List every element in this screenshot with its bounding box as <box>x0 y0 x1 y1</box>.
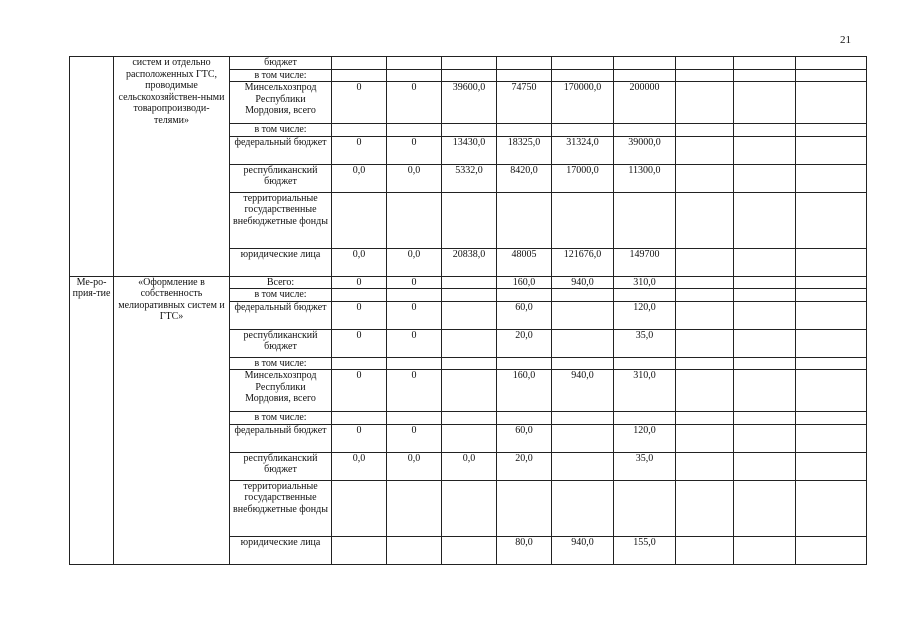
value-cell <box>734 480 796 536</box>
value-cell: 0 <box>387 276 442 289</box>
value-cell <box>442 57 497 70</box>
value-cell: 0 <box>387 82 442 124</box>
value-cell <box>614 357 676 370</box>
value-cell <box>734 536 796 564</box>
value-cell <box>442 480 497 536</box>
value-cell: 20838,0 <box>442 248 497 276</box>
value-cell: 149700 <box>614 248 676 276</box>
funding-source-cell: Минсельхозпрод Республики Мордовия, всего <box>230 82 332 124</box>
value-cell: 60,0 <box>497 424 552 452</box>
value-cell <box>734 370 796 412</box>
value-cell <box>676 357 734 370</box>
value-cell <box>552 412 614 425</box>
value-cell <box>734 57 796 70</box>
value-cell <box>497 69 552 82</box>
value-cell <box>387 69 442 82</box>
value-cell <box>734 136 796 164</box>
value-cell: 0,0 <box>387 452 442 480</box>
value-cell: 0,0 <box>332 248 387 276</box>
value-cell <box>676 69 734 82</box>
value-cell: 0 <box>332 424 387 452</box>
value-cell <box>796 164 867 192</box>
value-cell: 35,0 <box>614 329 676 357</box>
value-cell <box>676 289 734 302</box>
value-cell <box>552 69 614 82</box>
value-cell <box>676 136 734 164</box>
value-cell <box>552 192 614 248</box>
value-cell: 0 <box>387 136 442 164</box>
value-cell: 0,0 <box>332 164 387 192</box>
value-cell <box>614 57 676 70</box>
value-cell: 0 <box>387 424 442 452</box>
value-cell: 200000 <box>614 82 676 124</box>
value-cell: 0 <box>332 370 387 412</box>
value-cell <box>387 480 442 536</box>
value-cell <box>552 452 614 480</box>
event-name-cell: «Оформление в собственность мелиоративных систем и ГТС» <box>114 276 230 564</box>
value-cell: 0,0 <box>332 452 387 480</box>
funding-source-cell: Минсельхозпрод Республики Мордовия, всего <box>230 370 332 412</box>
value-cell: 39000,0 <box>614 136 676 164</box>
value-cell <box>387 57 442 70</box>
value-cell <box>442 301 497 329</box>
value-cell: 5332,0 <box>442 164 497 192</box>
value-cell <box>332 192 387 248</box>
value-cell <box>676 480 734 536</box>
value-cell <box>734 329 796 357</box>
value-cell <box>796 82 867 124</box>
value-cell <box>442 329 497 357</box>
funding-source-cell: федеральный бюджет <box>230 136 332 164</box>
funding-source-cell: в том числе: <box>230 289 332 302</box>
funding-source-cell: территориальные государственные внебюджетные фонды <box>230 192 332 248</box>
value-cell <box>796 412 867 425</box>
value-cell: 170000,0 <box>552 82 614 124</box>
value-cell <box>796 192 867 248</box>
value-cell <box>796 289 867 302</box>
value-cell: 160,0 <box>497 276 552 289</box>
value-cell <box>734 69 796 82</box>
value-cell: 0 <box>332 276 387 289</box>
value-cell <box>614 69 676 82</box>
value-cell <box>734 412 796 425</box>
value-cell: 310,0 <box>614 276 676 289</box>
value-cell <box>552 329 614 357</box>
value-cell <box>332 357 387 370</box>
value-cell <box>442 192 497 248</box>
table-row <box>70 57 867 70</box>
value-cell: 0 <box>332 329 387 357</box>
value-cell: 35,0 <box>614 452 676 480</box>
funding-source-cell: республиканский бюджет <box>230 329 332 357</box>
value-cell: 0 <box>332 301 387 329</box>
funding-source-cell: федеральный бюджет <box>230 424 332 452</box>
value-cell <box>796 301 867 329</box>
value-cell: 74750 <box>497 82 552 124</box>
value-cell <box>497 357 552 370</box>
value-cell <box>614 289 676 302</box>
value-cell <box>796 69 867 82</box>
funding-source-cell: федеральный бюджет <box>230 301 332 329</box>
funding-source-cell: юридические лица <box>230 248 332 276</box>
value-cell <box>796 57 867 70</box>
value-cell <box>796 329 867 357</box>
value-cell <box>442 289 497 302</box>
value-cell <box>332 289 387 302</box>
value-cell <box>442 124 497 137</box>
value-cell: 0 <box>387 301 442 329</box>
value-cell <box>796 536 867 564</box>
value-cell: 0,0 <box>387 248 442 276</box>
value-cell: 940,0 <box>552 370 614 412</box>
funding-source-cell: юридические лица <box>230 536 332 564</box>
value-cell <box>676 124 734 137</box>
value-cell <box>734 248 796 276</box>
value-cell <box>387 289 442 302</box>
value-cell <box>442 412 497 425</box>
value-cell <box>734 357 796 370</box>
value-cell: 120,0 <box>614 301 676 329</box>
value-cell <box>676 424 734 452</box>
value-cell: 940,0 <box>552 276 614 289</box>
value-cell <box>552 357 614 370</box>
value-cell <box>734 164 796 192</box>
value-cell: 155,0 <box>614 536 676 564</box>
value-cell <box>387 357 442 370</box>
value-cell <box>332 124 387 137</box>
value-cell <box>676 192 734 248</box>
value-cell: 20,0 <box>497 329 552 357</box>
value-cell <box>796 248 867 276</box>
funding-source-cell: в том числе: <box>230 357 332 370</box>
value-cell <box>796 124 867 137</box>
value-cell <box>552 301 614 329</box>
value-cell <box>734 276 796 289</box>
value-cell <box>442 69 497 82</box>
value-cell: 310,0 <box>614 370 676 412</box>
value-cell: 0 <box>387 370 442 412</box>
value-cell <box>387 124 442 137</box>
value-cell <box>332 480 387 536</box>
funding-source-cell: в том числе: <box>230 124 332 137</box>
funding-source-cell: бюджет <box>230 57 332 70</box>
value-cell <box>796 136 867 164</box>
value-cell: 60,0 <box>497 301 552 329</box>
funding-source-cell: территориальные государственные внебюджетные фонды <box>230 480 332 536</box>
value-cell: 0 <box>332 82 387 124</box>
value-cell <box>676 248 734 276</box>
funding-source-cell: республиканский бюджет <box>230 452 332 480</box>
value-cell <box>676 276 734 289</box>
value-cell: 0,0 <box>442 452 497 480</box>
value-cell <box>676 301 734 329</box>
value-cell: 0 <box>332 136 387 164</box>
value-cell <box>497 57 552 70</box>
value-cell <box>552 124 614 137</box>
value-cell <box>497 124 552 137</box>
value-cell: 121676,0 <box>552 248 614 276</box>
event-type-cell: Ме-ро-прия-тие <box>70 276 114 564</box>
value-cell <box>442 424 497 452</box>
value-cell <box>552 424 614 452</box>
value-cell: 17000,0 <box>552 164 614 192</box>
value-cell <box>614 124 676 137</box>
value-cell: 48005 <box>497 248 552 276</box>
value-cell <box>676 370 734 412</box>
value-cell <box>734 192 796 248</box>
value-cell <box>497 192 552 248</box>
value-cell <box>387 412 442 425</box>
value-cell <box>552 480 614 536</box>
value-cell <box>614 480 676 536</box>
value-cell <box>387 192 442 248</box>
value-cell <box>332 69 387 82</box>
value-cell <box>552 57 614 70</box>
value-cell: 18325,0 <box>497 136 552 164</box>
value-cell <box>676 536 734 564</box>
value-cell: 39600,0 <box>442 82 497 124</box>
value-cell <box>387 536 442 564</box>
value-cell <box>552 289 614 302</box>
value-cell: 0 <box>387 329 442 357</box>
value-cell: 20,0 <box>497 452 552 480</box>
value-cell <box>332 57 387 70</box>
value-cell <box>734 301 796 329</box>
value-cell: 13430,0 <box>442 136 497 164</box>
page-number: 21 <box>840 34 851 46</box>
value-cell <box>734 452 796 480</box>
value-cell <box>442 357 497 370</box>
value-cell: 120,0 <box>614 424 676 452</box>
value-cell <box>676 82 734 124</box>
value-cell <box>796 276 867 289</box>
value-cell <box>442 276 497 289</box>
value-cell: 940,0 <box>552 536 614 564</box>
value-cell <box>676 57 734 70</box>
value-cell: 160,0 <box>497 370 552 412</box>
funding-source-cell: в том числе: <box>230 412 332 425</box>
value-cell <box>734 124 796 137</box>
value-cell <box>332 536 387 564</box>
event-type-cell <box>70 57 114 277</box>
value-cell <box>442 536 497 564</box>
value-cell <box>676 412 734 425</box>
funding-source-cell: Всего: <box>230 276 332 289</box>
value-cell <box>497 412 552 425</box>
value-cell: 80,0 <box>497 536 552 564</box>
funding-source-cell: в том числе: <box>230 69 332 82</box>
value-cell <box>796 480 867 536</box>
table-row <box>70 276 867 289</box>
value-cell <box>796 357 867 370</box>
value-cell <box>734 424 796 452</box>
value-cell: 31324,0 <box>552 136 614 164</box>
value-cell <box>497 289 552 302</box>
value-cell <box>332 412 387 425</box>
event-name-cell: систем и отдельно расположенных ГТС, проводимые сельскохозяйствен-ными товаропроизводи-телями» <box>114 57 230 277</box>
value-cell <box>497 480 552 536</box>
budget-table <box>69 56 867 565</box>
value-cell <box>676 452 734 480</box>
value-cell <box>676 164 734 192</box>
value-cell <box>614 412 676 425</box>
value-cell <box>734 289 796 302</box>
value-cell <box>676 329 734 357</box>
funding-source-cell: республиканский бюджет <box>230 164 332 192</box>
value-cell <box>796 424 867 452</box>
value-cell <box>796 370 867 412</box>
value-cell: 8420,0 <box>497 164 552 192</box>
value-cell <box>442 370 497 412</box>
value-cell: 0,0 <box>387 164 442 192</box>
value-cell: 11300,0 <box>614 164 676 192</box>
value-cell <box>796 452 867 480</box>
value-cell <box>614 192 676 248</box>
value-cell <box>734 82 796 124</box>
